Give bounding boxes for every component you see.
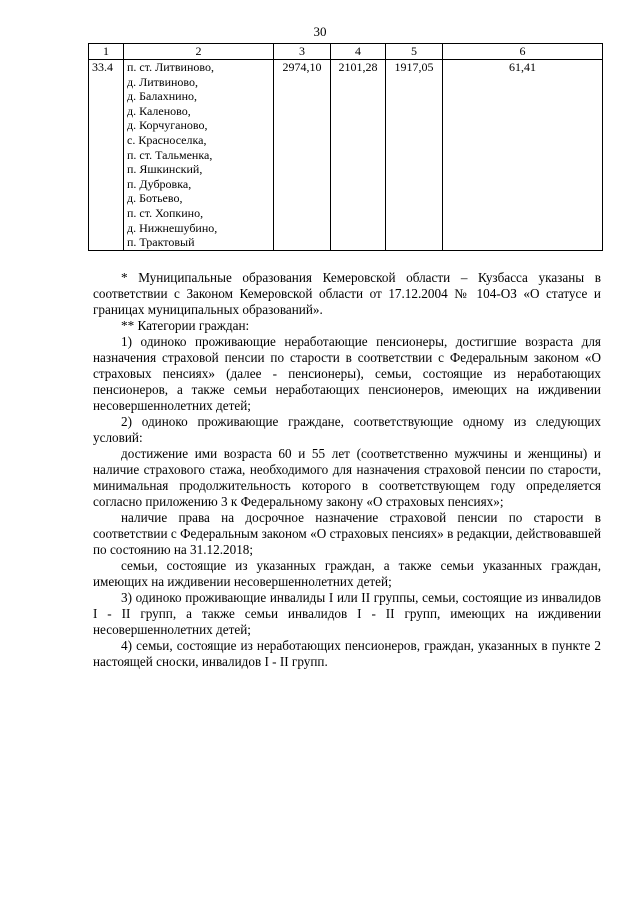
table-header-cell: 5 xyxy=(386,44,443,60)
settlement-item: д. Каленово, xyxy=(127,103,191,118)
table-header-cell: 2 xyxy=(124,44,274,60)
footnote-paragraph: наличие права на досрочное назначение страховой пенсии по старости в соответствии с Федеральным законом «О страховых пенсиях» в редакции, действовавшей по состоянию на 31.12.2018; xyxy=(93,510,601,557)
footnote-paragraph: ** Категории граждан: xyxy=(121,318,250,333)
page-number: 30 xyxy=(313,24,327,39)
footnote-paragraph: * Муниципальные образования Кемеровской области – Кузбасса указаны в соответствии с Законом Кемеровской области от 17.12.2004 № 104-ОЗ «О статусе и границах муниципальных образований». xyxy=(93,270,601,317)
row-number-cell: 33.4 xyxy=(89,60,124,251)
table-header-cell: 3 xyxy=(274,44,331,60)
settlement-item: д. Балахнино, xyxy=(127,89,198,104)
settlement-item: п. Яшкинский, xyxy=(127,162,203,177)
settlements-cell xyxy=(124,60,274,251)
footnote-paragraph: 1) одиноко проживающие неработающие пенсионеры, достигшие возраста для назначения страховой пенсии по старости в соответствии с Федеральным законом «О страховых пенсиях» (далее - пенсионеры), семьи, состоящие из неработающих пенсионеров, а также семьи неработающих пенсионеров, имеющих на иждивении несовершеннолетних детей; xyxy=(93,334,601,413)
settlement-item: д. Корчуганово, xyxy=(127,118,208,133)
footnote-paragraph: 3) одиноко проживающие инвалиды I или II группы, семьи, состоящие из инвалидов I - II групп, а также семьи инвалидов I - II групп, имеющих на иждивении несовершеннолетних детей; xyxy=(93,590,601,637)
data-table xyxy=(88,43,603,251)
settlement-item: д. Ботьево, xyxy=(127,191,183,206)
settlement-item: п. ст. Тальменка, xyxy=(127,147,213,162)
table-header-cell: 1 xyxy=(89,44,124,60)
value-cell-col5: 1917,05 xyxy=(386,60,443,251)
footnote-paragraph: 2) одиноко проживающие граждане, соответствующие одному из следующих условий: xyxy=(93,414,601,445)
value-cell-col3: 2974,10 xyxy=(274,60,331,251)
settlement-item: п. ст. Литвиново, xyxy=(127,60,214,74)
settlement-item: с. Красноселка, xyxy=(127,132,207,147)
footnote-paragraph: 4) семьи, состоящие из неработающих пенсионеров, граждан, указанных в пункте 2 настоящей сноски, инвалидов I - II групп. xyxy=(93,638,601,669)
table-row xyxy=(89,60,603,251)
footnote-paragraph: семьи, состоящие из указанных граждан, а также семьи указанных граждан, имеющих на иждивении несовершеннолетних детей; xyxy=(93,558,601,589)
settlement-item: д. Нижнешубино, xyxy=(127,220,218,235)
table-header-row xyxy=(89,44,603,60)
settlement-item: п. ст. Хопкино, xyxy=(127,205,204,220)
table-header-cell: 4 xyxy=(331,44,386,60)
settlement-item: д. Литвиново, xyxy=(127,74,199,89)
settlement-item: п. Дубровка, xyxy=(127,176,192,191)
settlement-item: п. Трактовый xyxy=(127,235,195,250)
table-header-cell: 6 xyxy=(443,44,603,60)
footnote-paragraph: достижение ими возраста 60 и 55 лет (соответственно мужчины и женщины) и наличие страхового стажа, необходимого для назначения страховой пенсии по старости, минимальная продолжительность которого в соответствующем году определяется согласно приложению 3 к Федеральному закону «О страховых пенсиях»; xyxy=(93,446,601,509)
value-cell-col6: 61,41 xyxy=(443,60,603,251)
footnotes xyxy=(93,270,601,670)
value-cell-col4: 2101,28 xyxy=(331,60,386,251)
